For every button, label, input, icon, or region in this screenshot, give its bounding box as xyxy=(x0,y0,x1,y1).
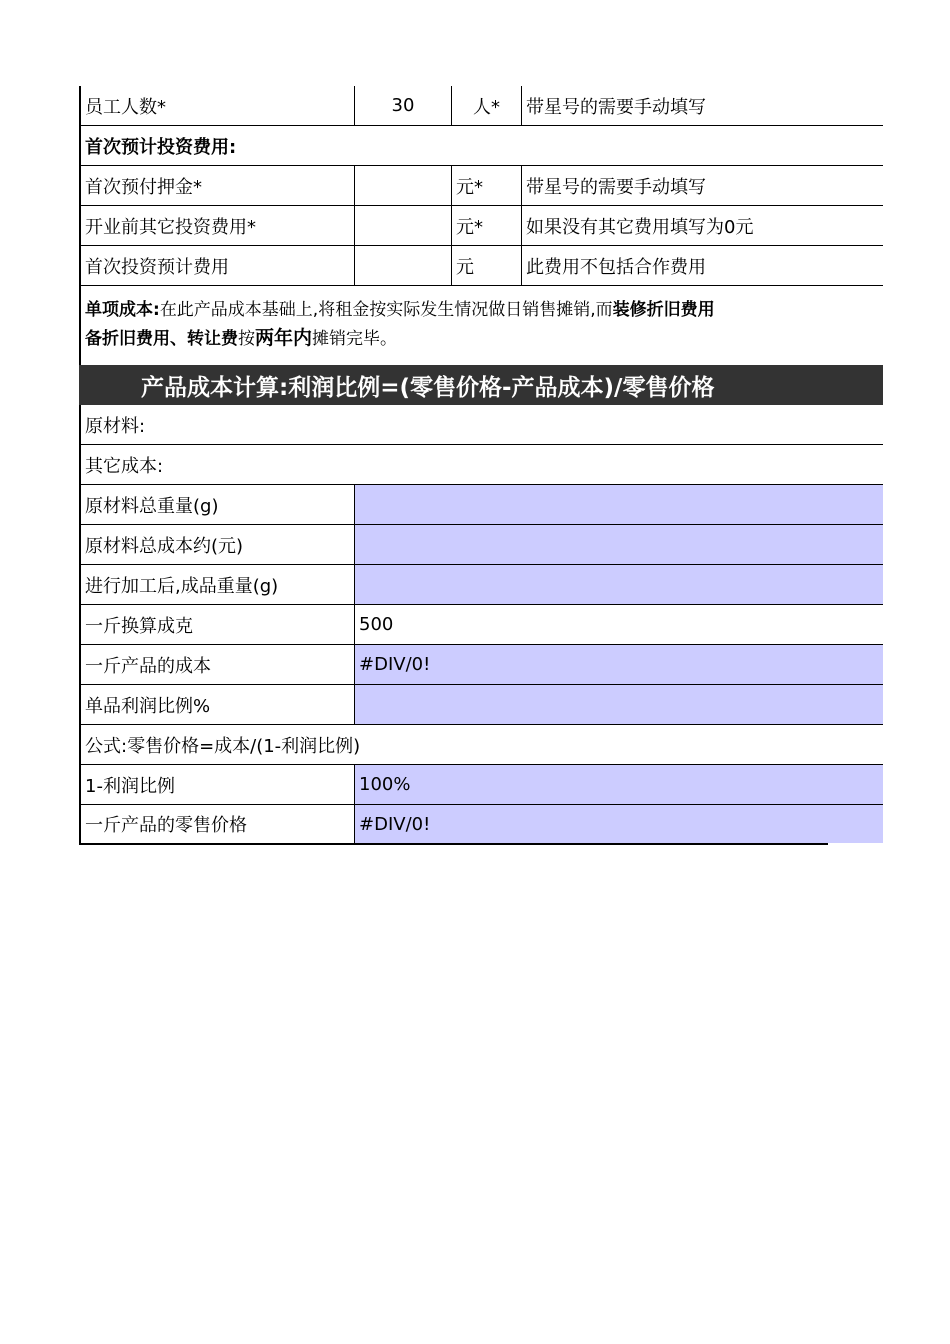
table-row xyxy=(79,765,883,805)
notes-text-2b: 摊销完毕。 xyxy=(312,329,398,349)
table-row xyxy=(79,405,883,445)
one-minus-ratio-value[interactable]: 100% xyxy=(354,765,883,804)
staff-count-value[interactable]: 30 xyxy=(354,86,451,125)
finished-weight-input[interactable] xyxy=(354,565,883,604)
cost-calc-banner[interactable] xyxy=(79,365,883,405)
investment-heading-row xyxy=(79,126,883,166)
total-investment-value[interactable] xyxy=(354,246,451,285)
other-investment-value[interactable] xyxy=(354,206,451,245)
staff-count-label[interactable]: 员工人数* xyxy=(79,86,354,125)
notes-emphasis: 两年内 xyxy=(255,327,313,349)
table-row xyxy=(79,725,883,765)
other-investment-note[interactable]: 如果没有其它费用填写为0元 xyxy=(521,206,828,245)
profit-ratio-label[interactable]: 单品利润比例% xyxy=(79,685,354,724)
table-row xyxy=(79,206,883,246)
jin-cost-value[interactable]: #DIV/0! xyxy=(354,645,883,684)
raw-cost-input[interactable] xyxy=(354,525,883,564)
investment-heading[interactable]: 首次预计投资费用: xyxy=(79,126,828,165)
other-investment-label[interactable]: 开业前其它投资费用* xyxy=(79,206,354,245)
other-cost-label[interactable]: 其它成本: xyxy=(79,445,828,484)
jin-cost-label[interactable]: 一斤产品的成本 xyxy=(79,645,354,684)
one-minus-ratio-label[interactable]: 1-利润比例 xyxy=(79,765,354,804)
formula-label[interactable]: 公式:零售价格=成本/(1-利润比例) xyxy=(79,725,828,764)
retail-price-value[interactable]: #DIV/0! xyxy=(354,805,883,843)
finished-weight-label[interactable]: 进行加工后,成品重量(g) xyxy=(79,565,354,604)
table-row xyxy=(79,685,883,725)
table-row xyxy=(79,445,883,485)
deposit-value[interactable] xyxy=(354,166,451,205)
notes-text-1: 在此产品成本基础上,将租金按实际发生情况做日销售摊销,而 xyxy=(159,300,613,320)
other-investment-unit[interactable]: 元* xyxy=(451,206,521,245)
raw-material-label[interactable]: 原材料: xyxy=(79,405,828,444)
notes-line-1 xyxy=(85,296,828,324)
notes-lead: 单项成本: xyxy=(85,300,160,320)
table-row xyxy=(79,485,883,525)
banner-title: 产品成本计算:利润比例=(零售价格-产品成本)/零售价格 xyxy=(141,374,715,401)
cost-section xyxy=(79,405,883,845)
table-row xyxy=(79,645,883,685)
total-investment-note[interactable]: 此费用不包括合作费用 xyxy=(521,246,828,285)
staff-count-note[interactable]: 带星号的需要手动填写 xyxy=(521,86,828,125)
table-row xyxy=(79,805,828,845)
table-row xyxy=(79,565,883,605)
notes-bold-tail: 装修折旧费用 xyxy=(612,300,715,320)
notes-text-2a: 按 xyxy=(238,329,255,349)
deposit-unit[interactable]: 元* xyxy=(451,166,521,205)
retail-price-label[interactable]: 一斤产品的零售价格 xyxy=(79,805,354,843)
notes-bold-2: 备折旧费用、转让费 xyxy=(85,329,238,349)
table-row xyxy=(79,525,883,565)
total-investment-unit[interactable]: 元 xyxy=(451,246,521,285)
jin-to-gram-value[interactable]: 500 xyxy=(354,605,828,644)
deposit-label[interactable]: 首次预付押金* xyxy=(79,166,354,205)
spreadsheet xyxy=(79,86,883,366)
profit-ratio-input[interactable] xyxy=(354,685,883,724)
raw-cost-label[interactable]: 原材料总成本约(元) xyxy=(79,525,354,564)
table-row xyxy=(79,605,883,645)
notes-line-2 xyxy=(85,324,828,353)
total-investment-label[interactable]: 首次投资预计费用 xyxy=(79,246,354,285)
raw-weight-label[interactable]: 原材料总重量(g) xyxy=(79,485,354,524)
unit-cost-notes[interactable] xyxy=(79,286,828,366)
staff-count-unit[interactable]: 人* xyxy=(451,86,521,125)
table-row xyxy=(79,166,883,206)
deposit-note[interactable]: 带星号的需要手动填写 xyxy=(521,166,828,205)
jin-to-gram-label[interactable]: 一斤换算成克 xyxy=(79,605,354,644)
table-row xyxy=(79,86,883,126)
raw-weight-input[interactable] xyxy=(354,485,883,524)
table-row xyxy=(79,246,883,286)
